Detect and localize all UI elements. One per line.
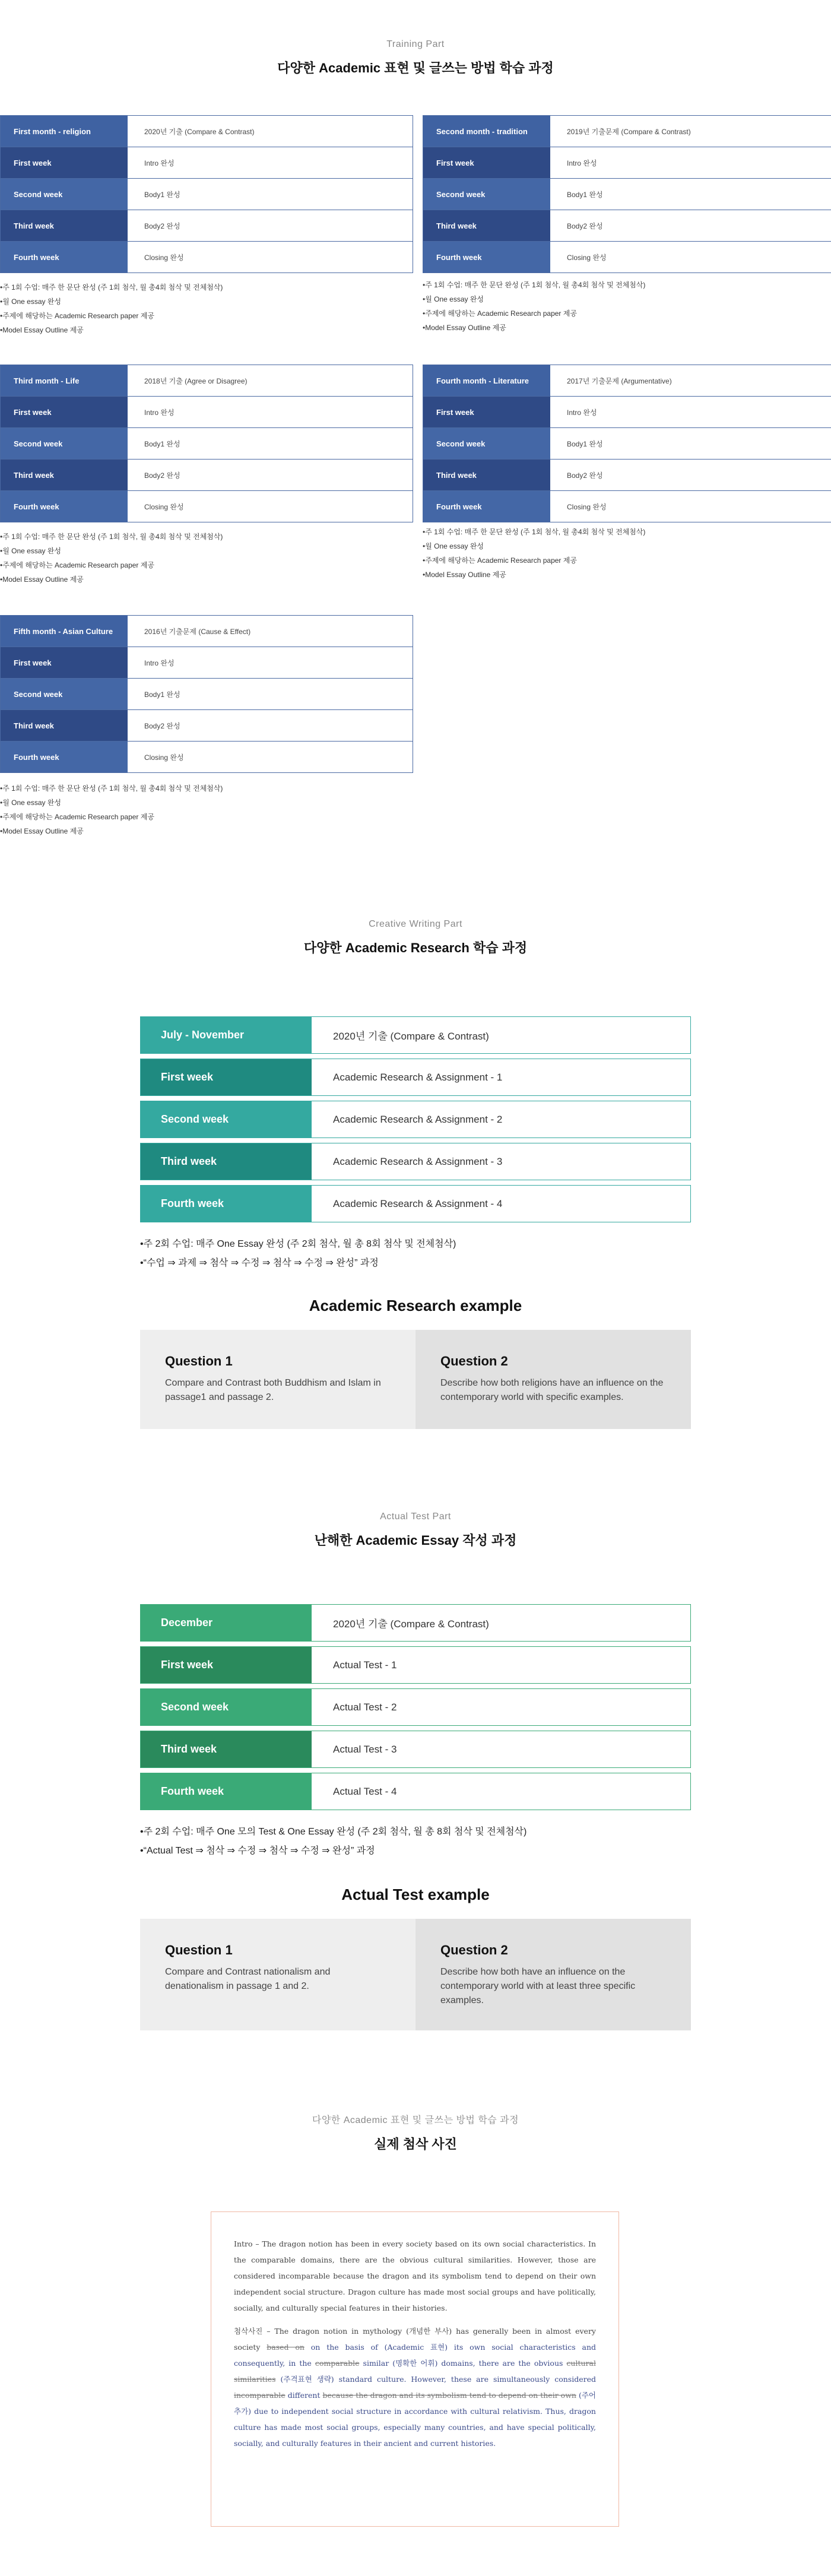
schedule-header-row [140, 1604, 691, 1642]
week-value: Closing 완성 [128, 242, 413, 273]
training-note: • 월 One essay 완성 [0, 796, 413, 810]
week-row [140, 1688, 691, 1726]
week-value: Body2 완성 [550, 460, 831, 490]
month-topic: 2016년 기출문제 (Cause & Effect) [128, 616, 413, 647]
week-value: Closing 완성 [128, 742, 413, 772]
week-value: Body1 완성 [550, 179, 831, 210]
week-row [140, 1185, 691, 1222]
training-note: • 월 One essay 완성 [0, 544, 413, 558]
training-note: • Model Essay Outline 제공 [0, 824, 413, 838]
creative-header [0, 919, 831, 956]
training-notes [0, 530, 413, 587]
actual-notes [140, 1823, 691, 1861]
week-value: Intro 완성 [128, 647, 413, 678]
struck-text: because the dragon and its symbolism tend to depend on their own [322, 2391, 576, 2400]
question-text: Compare and Contrast both Buddhism and Islam in passage1 and passage 2. [165, 1378, 381, 1402]
month-header-row [1, 616, 413, 647]
week-row [140, 1646, 691, 1684]
training-note: • 주제에 해당하는 Academic Research paper 제공 [0, 810, 413, 824]
week-row [423, 210, 831, 242]
actual-title: 난해한 Academic Essay 작성 과정 [314, 1533, 517, 1548]
question-title: Question 2 [440, 1354, 508, 1368]
photo-paragraph-1: Intro – The dragon notion has been in every society based on its own social characteristics. In the comparable domains, there are the obvious cultural similarities. However, those are considered incomparable because the dragon and its symbolism tend to depend on their own independent social structure. Dragon culture has made most social groups and have politically, socially, and culturally special features in their histories. [234, 2239, 596, 2312]
photo-paragraph-2 [234, 2323, 596, 2451]
week-row [423, 428, 831, 460]
training-notes [423, 525, 831, 582]
training-notes [0, 280, 413, 337]
actual-question-1 [140, 1919, 415, 2030]
creative-note: • 주 2회 수업: 매주 One Essay 완성 (주 2회 첨삭, 월 총 8회 첨삭 및 전체첨삭) [140, 1235, 691, 1254]
week-label: First week [1, 397, 128, 427]
month-label: Third month - Life [1, 365, 128, 396]
row-value: Actual Test - 4 [312, 1773, 690, 1810]
struck-text: comparable [315, 2359, 360, 2368]
week-label: Fourth week [423, 491, 550, 522]
question-text: Compare and Contrast nationalism and denationalism in passage 1 and 2. [165, 1967, 331, 1991]
training-note: • 월 One essay 완성 [0, 294, 413, 309]
creative-schedule-table [140, 1016, 691, 1227]
week-row [140, 1143, 691, 1180]
week-value: Body2 완성 [550, 210, 831, 241]
week-label: First week [1, 647, 128, 678]
training-note: • 주제에 해당하는 Academic Research paper 제공 [423, 306, 831, 321]
week-label: Third week [1, 210, 128, 241]
training-note: • 주 1회 수업: 매주 한 문단 완성 (주 1회 첨삭, 월 총4회 첨삭 및 전체첨삭) [0, 280, 413, 294]
question-title: Question 1 [165, 1943, 233, 1957]
week-label: Third week [1, 460, 128, 490]
training-month-table [423, 115, 831, 273]
training-subtitle: Training Part [386, 39, 445, 49]
actual-example-title: Actual Test example [341, 1886, 490, 1903]
week-row [1, 397, 413, 428]
training-notes [423, 278, 831, 335]
week-value: Body2 완성 [128, 710, 413, 741]
row-value: Actual Test - 1 [312, 1647, 690, 1683]
week-value: Body1 완성 [550, 428, 831, 459]
training-note: • 주 1회 수업: 매주 한 문단 완성 (주 1회 첨삭, 월 총4회 첨삭 및 전체첨삭) [423, 525, 831, 539]
month-topic: 2017년 기출문제 (Argumentative) [550, 365, 831, 396]
row-label: First week [141, 1059, 312, 1095]
week-label: Second week [1, 428, 128, 459]
month-label: First month - religion [1, 116, 128, 147]
actual-schedule-table [140, 1604, 691, 1815]
row-value: Academic Research & Assignment - 2 [312, 1101, 690, 1138]
actual-header [0, 1512, 831, 1549]
week-label: Second week [423, 428, 550, 459]
training-note: • 주 1회 수업: 매주 한 문단 완성 (주 1회 첨삭, 월 총4회 첨삭 및 전체첨삭) [0, 530, 413, 544]
week-row [423, 147, 831, 179]
row-label: Fourth week [141, 1186, 312, 1222]
week-row [1, 491, 413, 522]
week-row [1, 742, 413, 773]
month-topic: 2018년 기출 (Agree or Disagree) [128, 365, 413, 396]
month-label: Fourth month - Literature [423, 365, 550, 396]
week-label: Fourth week [1, 491, 128, 522]
week-value: Body1 완성 [128, 179, 413, 210]
row-value: 2020년 기출 (Compare & Contrast) [312, 1017, 690, 1053]
week-label: Second week [1, 179, 128, 210]
actual-question-2 [415, 1919, 691, 2030]
creative-subtitle: Creative Writing Part [369, 919, 462, 929]
para-text: (주격표현 생략) standard culture. However, these are simultaneously considered [275, 2375, 596, 2384]
row-value: Academic Research & Assignment - 4 [312, 1186, 690, 1222]
month-header-row [1, 116, 413, 147]
question-text: Describe how both religions have an influence on the contemporary world with specific examples. [440, 1378, 664, 1402]
creative-question-2 [415, 1330, 691, 1429]
training-note: • Model Essay Outline 제공 [423, 568, 831, 582]
month-header-row [1, 365, 413, 397]
week-label: Third week [1, 710, 128, 741]
row-value: Academic Research & Assignment - 1 [312, 1059, 690, 1095]
week-value: Intro 완성 [128, 147, 413, 178]
photo-header [0, 2112, 831, 2153]
training-month-table [423, 365, 831, 522]
question-title: Question 1 [165, 1354, 233, 1368]
week-label: Fourth week [1, 742, 128, 772]
month-topic: 2020년 기출 (Compare & Contrast) [128, 116, 413, 147]
creative-notes [140, 1235, 691, 1273]
month-label: Second month - tradition [423, 116, 550, 147]
creative-note: • “수업 ⇒ 과제 ⇒ 첨삭 ⇒ 수정 ⇒ 첨삭 ⇒ 수정 ⇒ 완성” 과정 [140, 1254, 691, 1273]
para-text: different [285, 2391, 323, 2400]
training-note: • Model Essay Outline 제공 [0, 572, 413, 587]
row-label: First week [141, 1647, 312, 1683]
week-row [1, 679, 413, 710]
row-label: Third week [141, 1143, 312, 1180]
week-value: Intro 완성 [128, 397, 413, 427]
struck-text: cultural similarities [234, 2359, 596, 2384]
week-value: Closing 완성 [128, 491, 413, 522]
week-row [1, 710, 413, 742]
photo-title: 실제 첨삭 사진 [374, 2137, 457, 2152]
actual-note: • 주 2회 수업: 매주 One 모의 Test & One Essay 완성 (주 2회 첨삭, 월 총 8회 첨삭 및 전체첨삭) [140, 1823, 691, 1842]
struck-text: based on [267, 2343, 305, 2352]
row-label: December [141, 1605, 312, 1641]
para-text: 첨삭사진 – The dragon notion in mythology (개념한 부사) has generally been in almost every society [234, 2327, 596, 2352]
row-label: July - November [141, 1017, 312, 1053]
month-header-row [423, 365, 831, 397]
row-value: 2020년 기출 (Compare & Contrast) [312, 1605, 690, 1641]
actual-note: • “Actual Test ⇒ 첨삭 ⇒ 수정 ⇒ 첨삭 ⇒ 수정 ⇒ 완성” 과정 [140, 1842, 691, 1861]
week-label: First week [423, 397, 550, 427]
week-value: Intro 완성 [550, 397, 831, 427]
week-row [423, 242, 831, 273]
week-value: Closing 완성 [550, 491, 831, 522]
week-row [423, 491, 831, 522]
week-row [1, 460, 413, 491]
creative-example-title: Academic Research example [309, 1297, 522, 1314]
question-title: Question 2 [440, 1943, 508, 1957]
week-label: Fourth week [423, 242, 550, 273]
training-month-table [0, 365, 413, 522]
creative-example [140, 1330, 691, 1429]
week-row [1, 147, 413, 179]
row-label: Second week [141, 1101, 312, 1138]
week-value: Body2 완성 [128, 210, 413, 241]
week-label: First week [423, 147, 550, 178]
week-label: Third week [423, 460, 550, 490]
week-row [1, 179, 413, 210]
week-label: Second week [423, 179, 550, 210]
row-label: Second week [141, 1689, 312, 1725]
correction-photo [211, 2211, 619, 2527]
creative-question-1 [140, 1330, 415, 1429]
training-note: • Model Essay Outline 제공 [423, 321, 831, 335]
row-value: Actual Test - 3 [312, 1731, 690, 1767]
week-row [1, 242, 413, 273]
week-row [423, 397, 831, 428]
week-value: Body1 완성 [128, 428, 413, 459]
month-header-row [423, 116, 831, 147]
week-row [1, 210, 413, 242]
week-row [1, 647, 413, 679]
training-month-table [0, 115, 413, 273]
row-label: Third week [141, 1731, 312, 1767]
month-label: Fifth month - Asian Culture [1, 616, 128, 647]
training-note: • Model Essay Outline 제공 [0, 323, 413, 337]
struck-text: incomparable [234, 2391, 286, 2400]
week-label: First week [1, 147, 128, 178]
training-note: • 주제에 해당하는 Academic Research paper 제공 [0, 309, 413, 323]
training-note: • 월 One essay 완성 [423, 539, 831, 553]
training-month-table [0, 615, 413, 773]
photo-subtitle: 다양한 Academic 표현 및 글쓰는 방법 학습 과정 [312, 2115, 519, 2125]
training-note: • 월 One essay 완성 [423, 292, 831, 306]
para-text: on the basis of (Academic 표현) its own social characteristics and consequently, in the [234, 2343, 596, 2368]
training-note: • 주 1회 수업: 매주 한 문단 완성 (주 1회 첨삭, 월 총4회 첨삭 및 전체첨삭) [0, 781, 413, 796]
week-row [140, 1059, 691, 1096]
row-label: Fourth week [141, 1773, 312, 1810]
training-title: 다양한 Academic 표현 및 글쓰는 방법 학습 과정 [277, 61, 554, 75]
week-value: Intro 완성 [550, 147, 831, 178]
week-row [140, 1101, 691, 1138]
question-text: Describe how both have an influence on the contemporary world with at least three specific examples. [440, 1967, 636, 2005]
training-note: • 주제에 해당하는 Academic Research paper 제공 [423, 553, 831, 568]
week-value: Body2 완성 [128, 460, 413, 490]
training-notes [0, 781, 413, 838]
week-row [1, 428, 413, 460]
actual-example [140, 1919, 691, 2030]
week-value: Body1 완성 [128, 679, 413, 709]
week-label: Third week [423, 210, 550, 241]
row-value: Academic Research & Assignment - 3 [312, 1143, 690, 1180]
training-note: • 주제에 해당하는 Academic Research paper 제공 [0, 558, 413, 572]
week-row [423, 179, 831, 210]
week-label: Fourth week [1, 242, 128, 273]
month-topic: 2019년 기출문제 (Compare & Contrast) [550, 116, 831, 147]
schedule-header-row [140, 1016, 691, 1054]
creative-title: 다양한 Academic Research 학습 과정 [303, 940, 528, 955]
week-label: Second week [1, 679, 128, 709]
row-value: Actual Test - 2 [312, 1689, 690, 1725]
training-header [0, 39, 831, 77]
week-row [140, 1773, 691, 1810]
actual-subtitle: Actual Test Part [380, 1512, 451, 1522]
week-row [140, 1731, 691, 1768]
para-text: (주어추가) due to independent social structure in accordance with cultural relativism. Thus, dragon culture has made most social groups, especially many countries, and have special politically, socially, and culturally features in their ancient and current histories. [234, 2391, 597, 2448]
week-row [423, 460, 831, 491]
training-note: • 주 1회 수업: 매주 한 문단 완성 (주 1회 첨삭, 월 총4회 첨삭 및 전체첨삭) [423, 278, 831, 292]
para-text: similar (명확한 어휘) domains, there are the obvious [359, 2359, 567, 2368]
week-value: Closing 완성 [550, 242, 831, 273]
